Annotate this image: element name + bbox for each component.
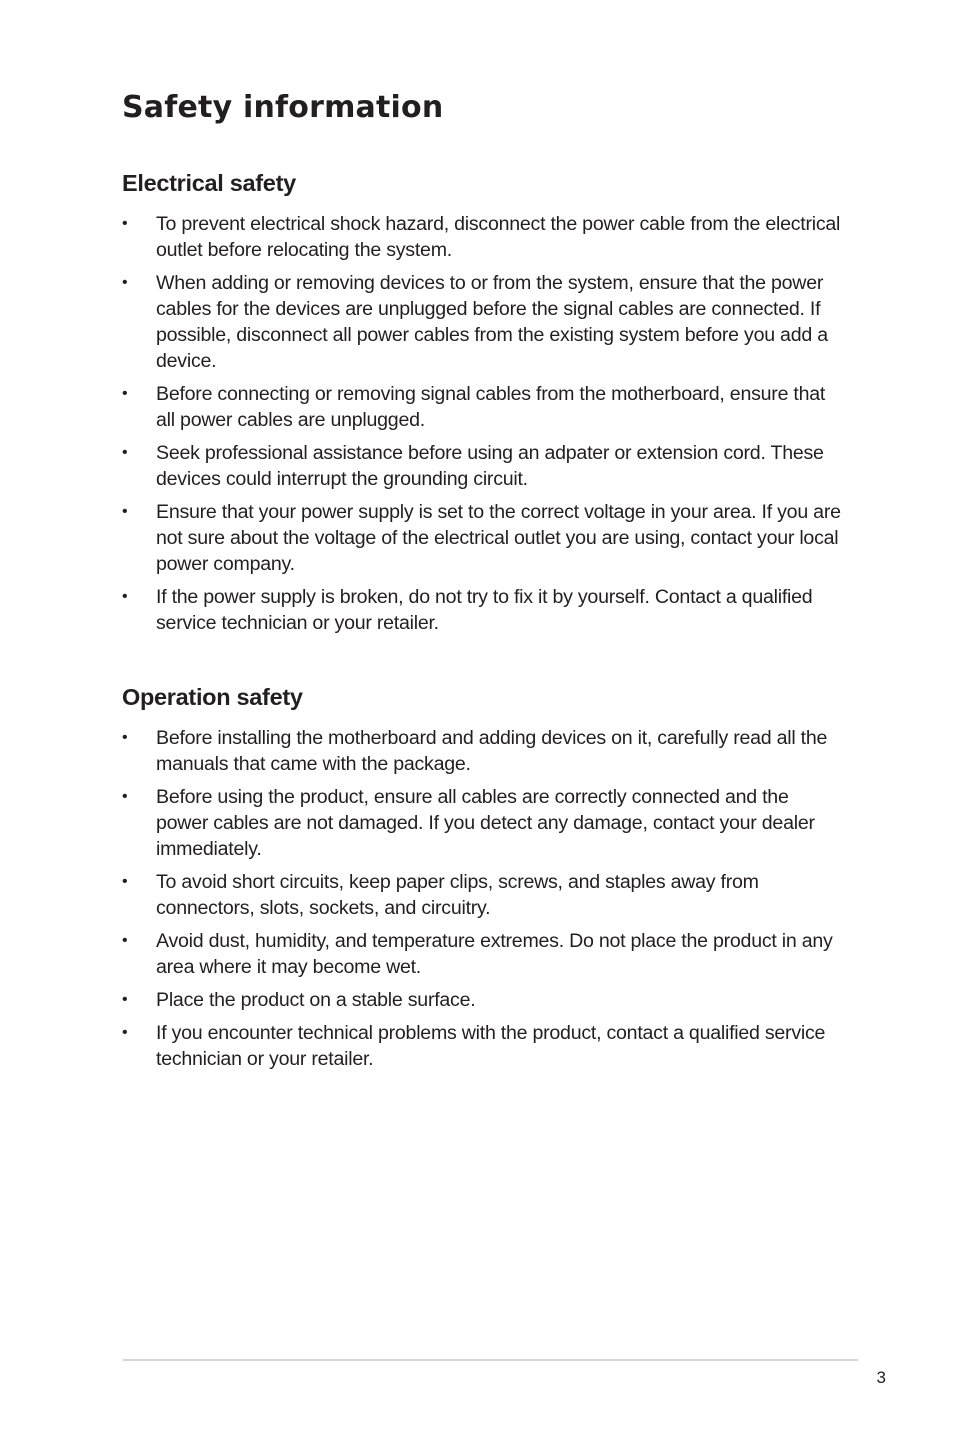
bullet-icon: • xyxy=(122,274,128,291)
bullet-icon: • xyxy=(122,503,128,520)
list-item xyxy=(122,869,842,921)
bullet-icon: • xyxy=(122,788,128,805)
bullet-icon: • xyxy=(122,932,128,949)
list-item xyxy=(122,440,842,492)
page-number: 3 xyxy=(876,1368,886,1387)
list-item-text: To avoid short circuits, keep paper clips, screws, and staples away from connectors, slots, sockets, and circuitry. xyxy=(156,871,759,919)
list-item-text: Seek professional assistance before using an adpater or extension cord. These devices could interrupt the grounding circuit. xyxy=(156,442,824,490)
list-item xyxy=(122,928,842,980)
list-item xyxy=(122,381,842,433)
list-item-text: Avoid dust, humidity, and temperature extremes. Do not place the product in any area where it may become wet. xyxy=(156,930,833,978)
electrical-safety-heading: Electrical safety xyxy=(122,170,296,196)
bullet-icon: • xyxy=(122,873,128,890)
list-item-text: To prevent electrical shock hazard, disconnect the power cable from the electrical outlet before relocating the system. xyxy=(156,213,841,261)
list-item xyxy=(122,987,842,1013)
bullet-icon: • xyxy=(122,385,128,402)
list-item xyxy=(122,584,842,636)
list-item-text: Before installing the motherboard and adding devices on it, carefully read all the manuals that came with the package. xyxy=(156,727,828,775)
list-item xyxy=(122,1020,842,1072)
list-item-text: Before connecting or removing signal cables from the motherboard, ensure that all power cables are unplugged. xyxy=(156,383,826,431)
bullet-icon: • xyxy=(122,1024,128,1041)
list-item-text: If the power supply is broken, do not try to fix it by yourself. Contact a qualified service technician or your retailer. xyxy=(156,586,813,634)
list-item xyxy=(122,784,842,862)
electrical-safety-list xyxy=(122,211,842,636)
list-item xyxy=(122,211,842,263)
page-title: Safety information xyxy=(122,90,444,125)
operation-safety-heading: Operation safety xyxy=(122,684,303,710)
footer-divider xyxy=(123,1359,858,1361)
list-item-text: Before using the product, ensure all cables are correctly connected and the power cables are not damaged. If you detect any damage, contact your dealer immediately. xyxy=(156,786,815,860)
list-item-text: When adding or removing devices to or from the system, ensure that the power cables for the devices are unplugged before the signal cables are connected. If possible, disconnect all power cables from the existing system before you add a device. xyxy=(156,272,828,372)
list-item-text: Place the product on a stable surface. xyxy=(156,989,476,1011)
operation-safety-section xyxy=(122,681,842,1079)
list-item-text: Ensure that your power supply is set to the correct voltage in your area. If you are not sure about the voltage of the electrical outlet you are using, contact your local power company. xyxy=(156,501,841,575)
bullet-icon: • xyxy=(122,729,128,746)
list-item-text: If you encounter technical problems with the product, contact a qualified service technician or your retailer. xyxy=(156,1022,826,1070)
list-item xyxy=(122,499,842,577)
bullet-icon: • xyxy=(122,991,128,1008)
bullet-icon: • xyxy=(122,215,128,232)
list-item xyxy=(122,270,842,374)
list-item xyxy=(122,725,842,777)
operation-safety-list xyxy=(122,725,842,1072)
bullet-icon: • xyxy=(122,444,128,461)
electrical-safety-section xyxy=(122,167,842,643)
bullet-icon: • xyxy=(122,588,128,605)
